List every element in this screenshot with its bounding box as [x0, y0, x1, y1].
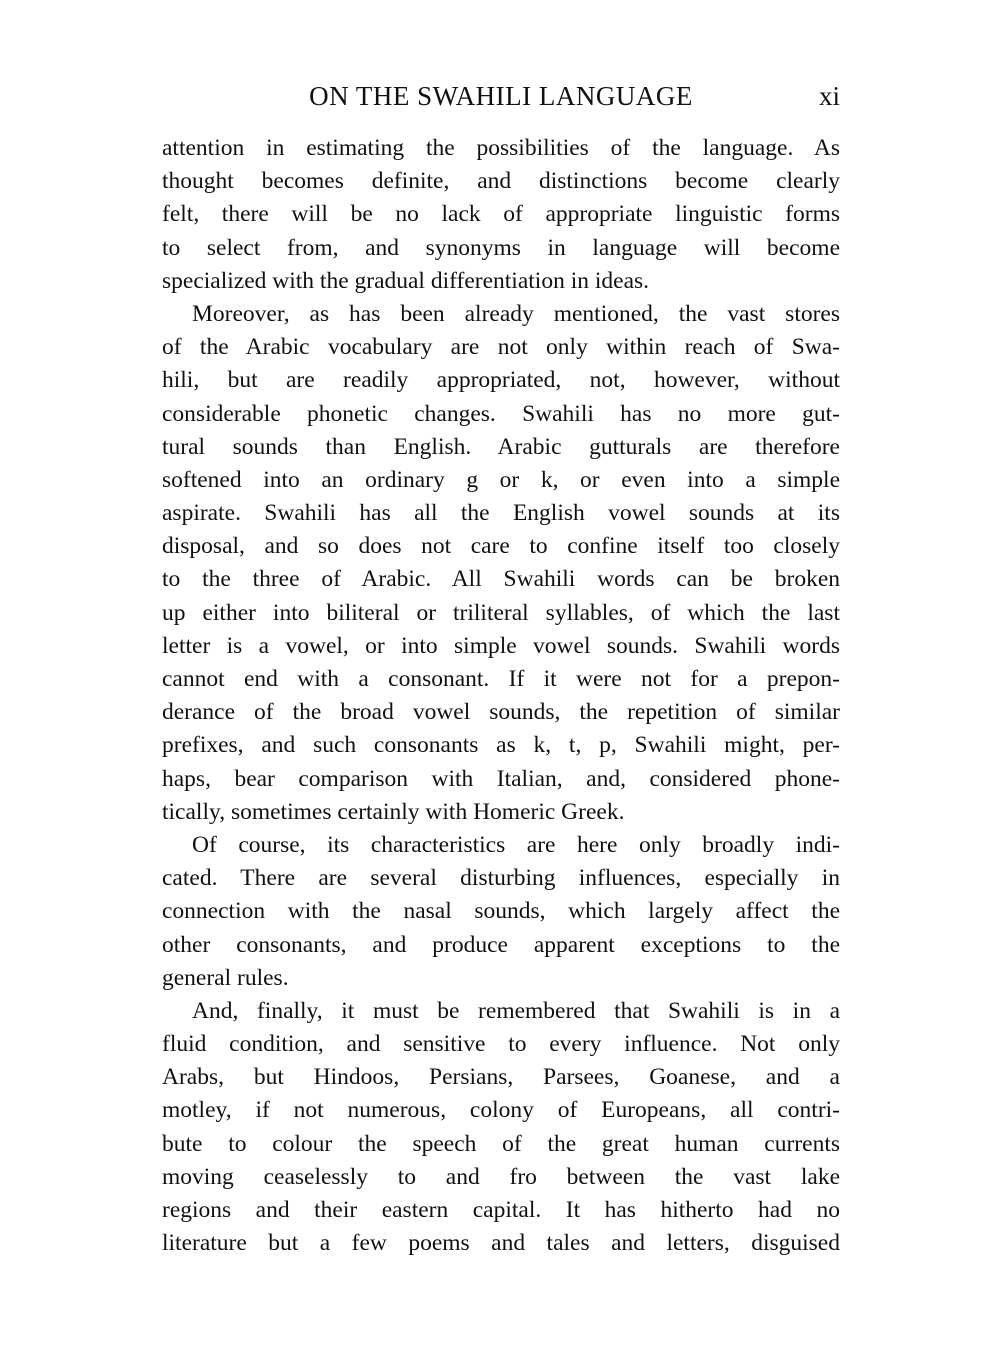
text-line: considerable phonetic changes. Swahili has no more gut-: [162, 400, 840, 427]
text-line: cated. There are several disturbing influences, especially in: [162, 865, 840, 892]
text-line: letter is a vowel, or into simple vowel sounds. Swahili words: [162, 632, 840, 659]
text-line: softened into an ordinary g or k, or even into a simple: [162, 466, 840, 493]
text-line: hili, but are readily appropriated, not, however, without: [162, 367, 840, 394]
text-line: Arabs, but Hindoos, Persians, Parsees, Goanese, and a: [162, 1064, 840, 1091]
text-line: And, finally, it must be remembered that Swahili is in a: [192, 997, 840, 1024]
text-line: thought becomes definite, and distinctions become clearly: [162, 168, 840, 195]
running-head: [162, 78, 840, 114]
text-line: tural sounds than English. Arabic gutturals are therefore: [162, 433, 840, 460]
text-line: tically, sometimes certainly with Homeric Greek.: [162, 798, 625, 825]
text-line: derance of the broad vowel sounds, the repetition of similar: [162, 699, 840, 726]
text-line: connection with the nasal sounds, which largely affect the: [162, 898, 840, 925]
text-line: general rules.: [162, 964, 289, 991]
paragraph-3: [162, 829, 840, 995]
page-number: xi: [818, 81, 840, 111]
text-line: literature but a few poems and tales and letters, disguised: [162, 1230, 840, 1257]
text-line: Moreover, as has been already mentioned, the vast stores: [192, 300, 840, 327]
text-line: other consonants, and produce apparent exceptions to the: [162, 931, 840, 958]
text-line: fluid condition, and sensitive to every influence. Not only: [162, 1031, 840, 1058]
text-line: motley, if not numerous, colony of Europeans, all contri-: [162, 1097, 840, 1124]
text-line: bute to colour the speech of the great human currents: [162, 1130, 840, 1157]
text-line: aspirate. Swahili has all the English vowel sounds at its: [162, 500, 840, 527]
text-line: disposal, and so does not care to confine itself too closely: [162, 533, 840, 560]
running-title: ON THE SWAHILI LANGUAGE: [309, 81, 693, 111]
paragraph-1: [162, 132, 840, 298]
text-line: Of course, its characteristics are here only broadly indi-: [192, 831, 840, 858]
body-text: [162, 132, 840, 1260]
text-line: felt, there will be no lack of appropriate linguistic forms: [162, 201, 840, 228]
text-line: prefixes, and such consonants as k, t, p, Swahili might, per-: [162, 732, 840, 759]
text-line: specialized with the gradual differentiation in ideas.: [162, 267, 650, 294]
paragraph-2: [162, 298, 840, 829]
text-line: haps, bear comparison with Italian, and, considered phone-: [162, 765, 840, 792]
text-line: regions and their eastern capital. It has hitherto had no: [162, 1197, 840, 1223]
text-line: attention in estimating the possibilities of the language. As: [162, 135, 840, 161]
text-line: to the three of Arabic. All Swahili words can be broken: [162, 566, 840, 593]
text-line: up either into biliteral or triliteral syllables, of which the last: [162, 599, 840, 626]
text-line: to select from, and synonyms in language will become: [162, 234, 840, 261]
text-line: cannot end with a consonant. If it were not for a prepon-: [162, 666, 840, 692]
text-line: moving ceaselessly to and fro between the vast lake: [162, 1163, 840, 1190]
paragraph-4: [162, 995, 840, 1261]
text-line: of the Arabic vocabulary are not only within reach of Swa-: [162, 334, 840, 361]
